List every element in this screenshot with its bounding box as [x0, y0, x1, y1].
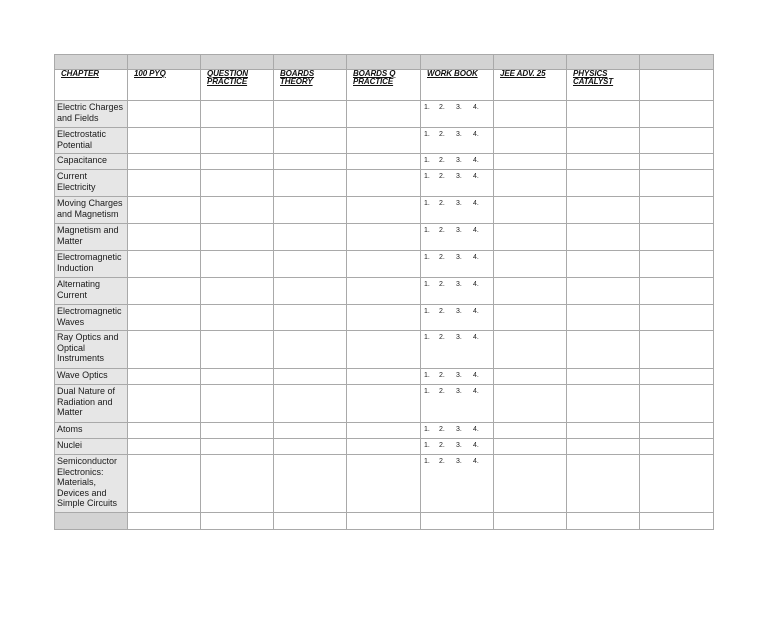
- progress-cell[interactable]: [201, 128, 274, 154]
- header-label: WORK BOOK: [427, 69, 478, 78]
- progress-cell[interactable]: [494, 224, 567, 251]
- workbook-mark: 1.: [424, 442, 430, 449]
- progress-cell[interactable]: [128, 423, 201, 439]
- progress-cell[interactable]: [347, 197, 421, 224]
- progress-cell[interactable]: [640, 170, 714, 197]
- progress-cell[interactable]: [347, 455, 421, 513]
- progress-cell[interactable]: [274, 278, 347, 305]
- table-row-empty: [55, 513, 714, 530]
- progress-cell[interactable]: [567, 455, 640, 513]
- band-cell: [55, 55, 128, 70]
- progress-cell[interactable]: [640, 305, 714, 331]
- table-row: [55, 423, 714, 439]
- progress-cell[interactable]: [494, 423, 567, 439]
- progress-cell[interactable]: [201, 251, 274, 278]
- progress-cell[interactable]: [128, 331, 201, 369]
- progress-cell[interactable]: [128, 278, 201, 305]
- chapter-name: Electrostatic Potential: [57, 129, 107, 150]
- progress-cell[interactable]: [201, 455, 274, 513]
- progress-cell[interactable]: [347, 385, 421, 423]
- progress-cell[interactable]: [567, 101, 640, 128]
- chapter-name: Moving Charges and Magnetism: [57, 198, 123, 219]
- table-row: [55, 369, 714, 385]
- workbook-mark: 2.: [439, 281, 445, 288]
- progress-cell[interactable]: [567, 305, 640, 331]
- chapter-name: Capacitance: [57, 155, 108, 165]
- workbook-cell[interactable]: [421, 278, 494, 305]
- progress-cell[interactable]: [201, 369, 274, 385]
- chapter-name: Electromagnetic Waves: [57, 306, 122, 327]
- workbook-mark: 4.: [473, 157, 479, 164]
- workbook-cell[interactable]: [421, 128, 494, 154]
- chapter-cell: [55, 197, 128, 224]
- band-cell: [640, 55, 714, 70]
- workbook-mark: 3.: [456, 157, 462, 164]
- workbook-mark: 4.: [473, 200, 479, 207]
- workbook-mark: 2.: [439, 131, 445, 138]
- progress-cell[interactable]: [201, 385, 274, 423]
- chapter-cell: [55, 423, 128, 439]
- workbook-mark: 1.: [424, 227, 430, 234]
- workbook-mark: 2.: [439, 157, 445, 164]
- progress-cell[interactable]: [347, 154, 421, 170]
- workbook-mark: 1.: [424, 281, 430, 288]
- progress-cell[interactable]: [201, 439, 274, 455]
- workbook-mark: 3.: [456, 388, 462, 395]
- workbook-mark: 3.: [456, 426, 462, 433]
- chapter-name: Ray Optics and Optical Instruments: [57, 332, 119, 363]
- progress-cell[interactable]: [201, 197, 274, 224]
- band-cell: [494, 55, 567, 70]
- progress-cell[interactable]: [347, 101, 421, 128]
- progress-cell[interactable]: [347, 278, 421, 305]
- progress-cell[interactable]: [128, 439, 201, 455]
- progress-cell[interactable]: [494, 251, 567, 278]
- workbook-cell[interactable]: [421, 197, 494, 224]
- workbook-cell[interactable]: [421, 439, 494, 455]
- workbook-cell[interactable]: [421, 101, 494, 128]
- table-row: [55, 251, 714, 278]
- table-row: [55, 385, 714, 423]
- progress-cell[interactable]: [128, 369, 201, 385]
- band-cell: [274, 55, 347, 70]
- progress-cell[interactable]: [274, 197, 347, 224]
- workbook-cell[interactable]: [421, 423, 494, 439]
- chapter-cell: [55, 101, 128, 128]
- progress-cell[interactable]: [640, 439, 714, 455]
- workbook-mark: 2.: [439, 426, 445, 433]
- progress-cell[interactable]: [640, 251, 714, 278]
- chapter-cell: [55, 170, 128, 197]
- progress-cell[interactable]: [494, 439, 567, 455]
- band-cell: [128, 55, 201, 70]
- header-chapter: [55, 70, 128, 101]
- progress-cell[interactable]: [201, 224, 274, 251]
- band-cell: [347, 55, 421, 70]
- workbook-mark: 2.: [439, 308, 445, 315]
- chapter-cell: [55, 224, 128, 251]
- workbook-mark: 2.: [439, 200, 445, 207]
- progress-cell[interactable]: [128, 385, 201, 423]
- chapter-cell: [55, 128, 128, 154]
- progress-cell[interactable]: [274, 251, 347, 278]
- progress-cell[interactable]: [201, 170, 274, 197]
- workbook-mark: 1.: [424, 458, 430, 465]
- table-row: [55, 154, 714, 170]
- header-physics-catalyst: [567, 70, 640, 101]
- workbook-mark: 4.: [473, 388, 479, 395]
- workbook-mark: 2.: [439, 334, 445, 341]
- workbook-mark: 4.: [473, 426, 479, 433]
- progress-cell[interactable]: [274, 513, 347, 530]
- progress-cell[interactable]: [274, 101, 347, 128]
- progress-cell[interactable]: [567, 197, 640, 224]
- progress-cell[interactable]: [128, 224, 201, 251]
- workbook-mark: 2.: [439, 227, 445, 234]
- workbook-mark: 2.: [439, 372, 445, 379]
- progress-cell[interactable]: [640, 101, 714, 128]
- progress-cell[interactable]: [128, 305, 201, 331]
- table-row: [55, 197, 714, 224]
- header-label: BOARDS THEORY: [280, 69, 315, 86]
- progress-cell[interactable]: [347, 439, 421, 455]
- progress-cell[interactable]: [640, 154, 714, 170]
- progress-cell[interactable]: [201, 513, 274, 530]
- progress-cell[interactable]: [494, 513, 567, 530]
- progress-cell[interactable]: [347, 369, 421, 385]
- workbook-cell[interactable]: [421, 251, 494, 278]
- progress-cell[interactable]: [567, 423, 640, 439]
- workbook-mark: 3.: [456, 308, 462, 315]
- progress-cell[interactable]: [201, 154, 274, 170]
- workbook-mark: 3.: [456, 200, 462, 207]
- progress-cell[interactable]: [347, 331, 421, 369]
- progress-cell[interactable]: [128, 197, 201, 224]
- progress-cell[interactable]: [274, 170, 347, 197]
- workbook-mark: 4.: [473, 442, 479, 449]
- progress-cell[interactable]: [567, 385, 640, 423]
- workbook-cell[interactable]: [421, 224, 494, 251]
- workbook-mark: 3.: [456, 131, 462, 138]
- header-work-book: [421, 70, 494, 101]
- workbook-mark: 1.: [424, 308, 430, 315]
- chapter-cell: [55, 154, 128, 170]
- progress-cell[interactable]: [421, 513, 494, 530]
- chapter-cell-empty: [55, 513, 128, 530]
- progress-cell[interactable]: [274, 224, 347, 251]
- workbook-mark: 3.: [456, 173, 462, 180]
- progress-cell[interactable]: [347, 224, 421, 251]
- header-boards-theory: [274, 70, 347, 101]
- workbook-mark: 4.: [473, 334, 479, 341]
- top-band-row: [55, 55, 714, 70]
- workbook-mark: 1.: [424, 372, 430, 379]
- workbook-mark: 2.: [439, 173, 445, 180]
- table-row: [55, 439, 714, 455]
- progress-cell[interactable]: [128, 455, 201, 513]
- chapter-cell: [55, 278, 128, 305]
- progress-cell[interactable]: [567, 331, 640, 369]
- workbook-cell[interactable]: [421, 331, 494, 369]
- progress-cell[interactable]: [494, 101, 567, 128]
- workbook-mark: 2.: [439, 442, 445, 449]
- workbook-mark: 4.: [473, 308, 479, 315]
- progress-cell[interactable]: [201, 331, 274, 369]
- progress-cell[interactable]: [640, 455, 714, 513]
- header-label: PHYSICS CATALYST: [573, 69, 614, 86]
- table-row: [55, 278, 714, 305]
- workbook-cell[interactable]: [421, 154, 494, 170]
- progress-cell[interactable]: [347, 305, 421, 331]
- progress-cell[interactable]: [274, 423, 347, 439]
- workbook-mark: 3.: [456, 227, 462, 234]
- progress-cell[interactable]: [274, 385, 347, 423]
- chapter-name: Magnetism and Matter: [57, 225, 119, 246]
- progress-cell[interactable]: [347, 251, 421, 278]
- progress-cell[interactable]: [128, 251, 201, 278]
- table-row: [55, 170, 714, 197]
- workbook-cell[interactable]: [421, 305, 494, 331]
- workbook-cell[interactable]: [421, 385, 494, 423]
- progress-cell[interactable]: [640, 128, 714, 154]
- progress-cell[interactable]: [201, 278, 274, 305]
- chapter-name: Alternating Current: [57, 279, 101, 300]
- chapter-cell: [55, 251, 128, 278]
- progress-cell[interactable]: [274, 369, 347, 385]
- chapter-cell: [55, 331, 128, 369]
- workbook-mark: 1.: [424, 104, 430, 111]
- progress-cell[interactable]: [640, 331, 714, 369]
- chapter-name: Electric Charges and Fields: [57, 102, 124, 123]
- header-label: 100 PYQ: [134, 69, 166, 78]
- chapter-name: Dual Nature of Radiation and Matter: [57, 386, 116, 417]
- workbook-mark: 2.: [439, 388, 445, 395]
- progress-cell[interactable]: [494, 455, 567, 513]
- table-row: [55, 101, 714, 128]
- progress-cell[interactable]: [274, 154, 347, 170]
- workbook-mark: 3.: [456, 104, 462, 111]
- header-100-pyq: [128, 70, 201, 101]
- progress-cell[interactable]: [567, 369, 640, 385]
- chapter-name: Nuclei: [57, 440, 83, 450]
- progress-cell[interactable]: [567, 278, 640, 305]
- progress-cell[interactable]: [201, 423, 274, 439]
- chapter-cell: [55, 439, 128, 455]
- chapter-name: Electromagnetic Induction: [57, 252, 122, 273]
- header-label: CHAPTER: [61, 69, 99, 78]
- progress-cell[interactable]: [494, 128, 567, 154]
- workbook-mark: 3.: [456, 458, 462, 465]
- workbook-mark: 3.: [456, 254, 462, 261]
- workbook-mark: 3.: [456, 372, 462, 379]
- progress-cell[interactable]: [640, 278, 714, 305]
- workbook-mark: 4.: [473, 173, 479, 180]
- progress-cell[interactable]: [567, 224, 640, 251]
- chapter-name: Wave Optics: [57, 370, 108, 380]
- progress-cell[interactable]: [347, 423, 421, 439]
- header-boards-q-practice: [347, 70, 421, 101]
- header-row: [55, 70, 714, 101]
- table-row: [55, 128, 714, 154]
- workbook-mark: 3.: [456, 334, 462, 341]
- chapter-cell: [55, 305, 128, 331]
- progress-cell[interactable]: [640, 224, 714, 251]
- progress-cell[interactable]: [567, 154, 640, 170]
- workbook-mark: 1.: [424, 131, 430, 138]
- progress-cell[interactable]: [201, 305, 274, 331]
- workbook-mark: 4.: [473, 131, 479, 138]
- workbook-mark: 1.: [424, 173, 430, 180]
- header-label: QUESTION PRACTICE: [207, 69, 248, 86]
- workbook-mark: 1.: [424, 254, 430, 261]
- workbook-mark: 1.: [424, 157, 430, 164]
- workbook-mark: 4.: [473, 254, 479, 261]
- workbook-cell[interactable]: [421, 369, 494, 385]
- workbook-mark: 4.: [473, 372, 479, 379]
- workbook-mark: 4.: [473, 281, 479, 288]
- table-row: [55, 305, 714, 331]
- workbook-mark: 2.: [439, 458, 445, 465]
- progress-cell[interactable]: [128, 128, 201, 154]
- progress-cell[interactable]: [494, 385, 567, 423]
- table-row: [55, 455, 714, 513]
- progress-cell[interactable]: [567, 513, 640, 530]
- table-row: [55, 331, 714, 369]
- workbook-mark: 1.: [424, 426, 430, 433]
- header-label: BOARDS Q PRACTICE: [353, 69, 396, 86]
- workbook-mark: 4.: [473, 458, 479, 465]
- progress-cell[interactable]: [494, 197, 567, 224]
- header-label: JEE ADV. 25: [500, 69, 546, 78]
- progress-cell[interactable]: [567, 251, 640, 278]
- workbook-mark: 4.: [473, 227, 479, 234]
- progress-cell[interactable]: [640, 423, 714, 439]
- header-blank: [640, 70, 714, 101]
- progress-cell[interactable]: [274, 128, 347, 154]
- chapter-name: Atoms: [57, 424, 83, 434]
- chapter-cell: [55, 455, 128, 513]
- header-jee-adv: [494, 70, 567, 101]
- workbook-mark: 1.: [424, 388, 430, 395]
- workbook-mark: 1.: [424, 200, 430, 207]
- progress-cell[interactable]: [494, 331, 567, 369]
- progress-cell[interactable]: [494, 170, 567, 197]
- progress-cell[interactable]: [494, 154, 567, 170]
- progress-cell[interactable]: [494, 369, 567, 385]
- chapter-cell: [55, 369, 128, 385]
- workbook-mark: 3.: [456, 281, 462, 288]
- band-cell: [421, 55, 494, 70]
- workbook-mark: 2.: [439, 254, 445, 261]
- progress-cell[interactable]: [347, 513, 421, 530]
- table-row: [55, 224, 714, 251]
- band-cell: [567, 55, 640, 70]
- workbook-mark: 2.: [439, 104, 445, 111]
- header-question-practice: [201, 70, 274, 101]
- progress-cell[interactable]: [640, 513, 714, 530]
- progress-cell[interactable]: [274, 455, 347, 513]
- progress-cell[interactable]: [640, 369, 714, 385]
- progress-cell[interactable]: [201, 101, 274, 128]
- progress-cell[interactable]: [128, 101, 201, 128]
- chapter-name: Semiconductor Electronics: Materials, Devices and Simple Circuits: [57, 456, 118, 508]
- chapter-name: Current Electricity: [57, 171, 96, 192]
- workbook-cell[interactable]: [421, 455, 494, 513]
- progress-cell[interactable]: [494, 278, 567, 305]
- progress-cell[interactable]: [494, 305, 567, 331]
- workbook-mark: 3.: [456, 442, 462, 449]
- progress-cell[interactable]: [567, 439, 640, 455]
- progress-cell[interactable]: [640, 385, 714, 423]
- chapter-cell: [55, 385, 128, 423]
- progress-cell[interactable]: [567, 128, 640, 154]
- workbook-mark: 4.: [473, 104, 479, 111]
- progress-cell[interactable]: [274, 305, 347, 331]
- workbook-mark: 1.: [424, 334, 430, 341]
- workbook-cell[interactable]: [421, 170, 494, 197]
- progress-cell[interactable]: [274, 331, 347, 369]
- progress-cell[interactable]: [640, 197, 714, 224]
- chapter-tracker-table: [54, 54, 714, 530]
- progress-cell[interactable]: [347, 170, 421, 197]
- progress-cell[interactable]: [128, 154, 201, 170]
- progress-cell[interactable]: [567, 170, 640, 197]
- progress-cell[interactable]: [128, 513, 201, 530]
- progress-cell[interactable]: [128, 170, 201, 197]
- progress-cell[interactable]: [347, 128, 421, 154]
- progress-cell[interactable]: [274, 439, 347, 455]
- band-cell: [201, 55, 274, 70]
